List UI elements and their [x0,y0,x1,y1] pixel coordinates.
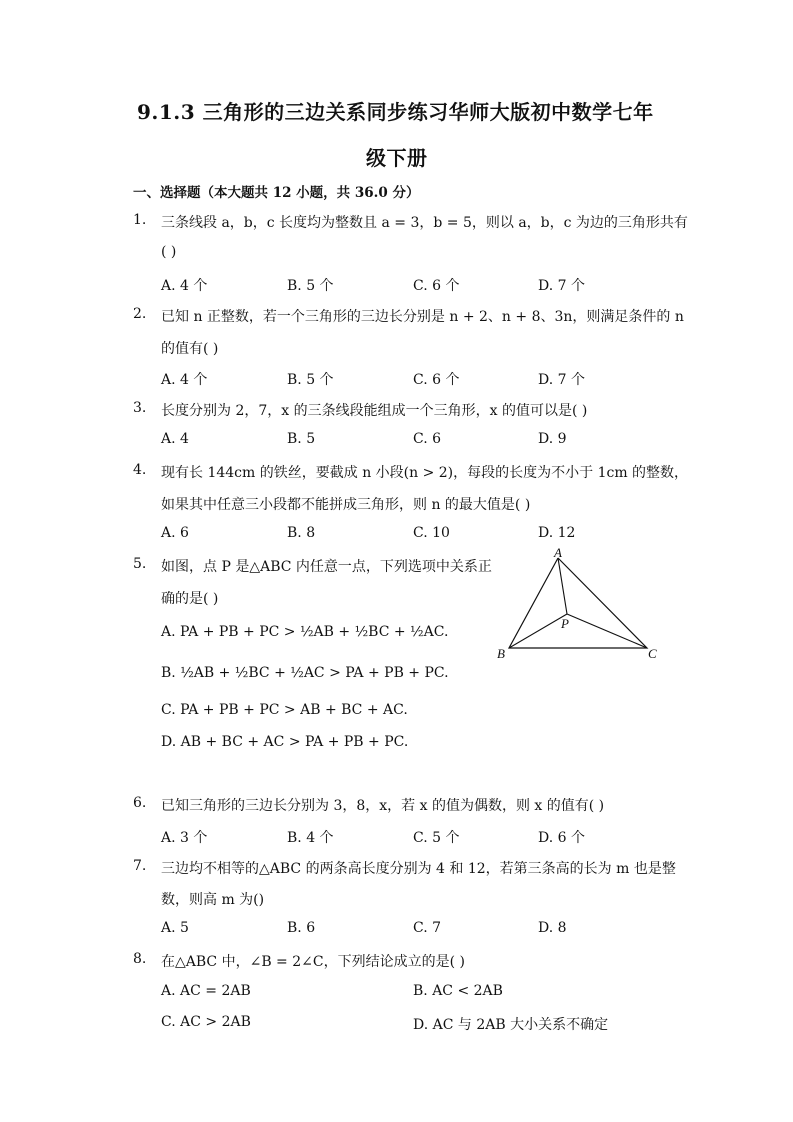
question-number: 2. [133,306,147,322]
question-text: 已知三角形的三边长分别为 3，8，x，若 x 的值为偶数，则 x 的值有( ) [161,798,605,814]
triangle-abc [509,558,647,648]
option-b: B. 5 个 [287,278,334,294]
question-number: 1. [133,212,147,228]
option-a: A. 6 [161,525,189,541]
question-text: 数，则高 m 为() [161,892,265,908]
option-d: D. AB + BC + AC > PA + PB + PC. [161,734,409,750]
question-text: 现有长 144cm 的铁丝，要截成 n 小段(n > 2)，每段的长度为不小于 1cm 的整数， [161,465,689,481]
vertex-label-b: B [497,646,505,661]
option-a: A. 5 [161,920,189,936]
option-d: D. AC 与 2AB 大小关系不确定 [413,1017,609,1033]
option-c: C. 7 [413,920,442,936]
option-c: C. AC > 2AB [161,1014,251,1030]
option-b: B. 5 个 [287,372,334,388]
option-a: A. 4 个 [161,278,208,294]
option-c: C. 6 个 [413,372,460,388]
option-d: D. 7 个 [538,372,585,388]
question-text: 在△ABC 中，∠B = 2∠C，下列结论成立的是( ) [161,954,465,970]
option-c: C. 6 个 [413,278,460,294]
vertex-label-c: C [648,646,657,661]
question-text: 确的是( ) [161,591,219,607]
option-d: D. 7 个 [538,278,585,294]
option-d: D. 9 [538,431,567,447]
question-number: 4. [133,462,147,478]
triangle-figure [492,544,664,664]
question-text: 的值有( ) [161,341,219,357]
option-a: A. 3 个 [161,830,208,846]
question-number: 6. [133,795,147,811]
question-number: 5. [133,556,147,572]
question-text: 已知 n 正整数，若一个三角形的三边长分别是 n + 2、n + 8、3n，则满足条件的 n [161,309,684,325]
option-a: A. AC = 2AB [161,983,251,999]
option-c: C. 5 个 [413,830,460,846]
document-title-line-1: 9.1.3 三角形的三边关系同步练习华师大版初中数学七年 [137,100,654,124]
option-a: A. 4 个 [161,372,208,388]
option-b: B. 8 [287,525,316,541]
option-a: A. PA + PB + PC > ½AB + ½BC + ½AC. [161,624,449,640]
segment-pc [567,614,647,648]
point-label-p: P [561,616,569,631]
option-d: D. 12 [538,525,576,541]
option-b: B. ½AB + ½BC + ½AC > PA + PB + PC. [161,665,449,681]
question-text: 长度分别为 2，7，x 的三条线段能组成一个三角形，x 的值可以是( ) [161,403,588,419]
question-text: ( ) [161,244,177,260]
option-d: D. 6 个 [538,830,585,846]
option-c: C. 10 [413,525,450,541]
option-a: A. 4 [161,431,189,447]
question-text: 三条线段 a，b，c 长度均为整数且 a = 3，b = 5，则以 a，b，c 为边的三角形共有 [161,215,688,231]
option-b: B. 5 [287,431,316,447]
option-c: C. 6 [413,431,442,447]
vertex-label-a: A [554,545,562,560]
option-c: C. PA + PB + PC > AB + BC + AC. [161,702,408,718]
option-d: D. 8 [538,920,567,936]
document-title-line-2: 级下册 [366,146,428,170]
question-number: 8. [133,951,147,967]
question-number: 7. [133,858,147,874]
section-heading: 一、选择题（本大题共 12 小题，共 36.0 分） [133,185,420,201]
question-number: 3. [133,400,147,416]
question-text: 三边均不相等的△ABC 的两条高长度分别为 4 和 12，若第三条高的长为 m 也是整 [161,861,676,877]
question-text: 如果其中任意三小段都不能拼成三角形，则 n 的最大值是( ) [161,497,531,513]
option-b: B. AC < 2AB [413,983,503,999]
option-b: B. 6 [287,920,316,936]
option-b: B. 4 个 [287,830,334,846]
question-text: 如图，点 P 是△ABC 内任意一点，下列选项中关系正 [161,559,492,575]
